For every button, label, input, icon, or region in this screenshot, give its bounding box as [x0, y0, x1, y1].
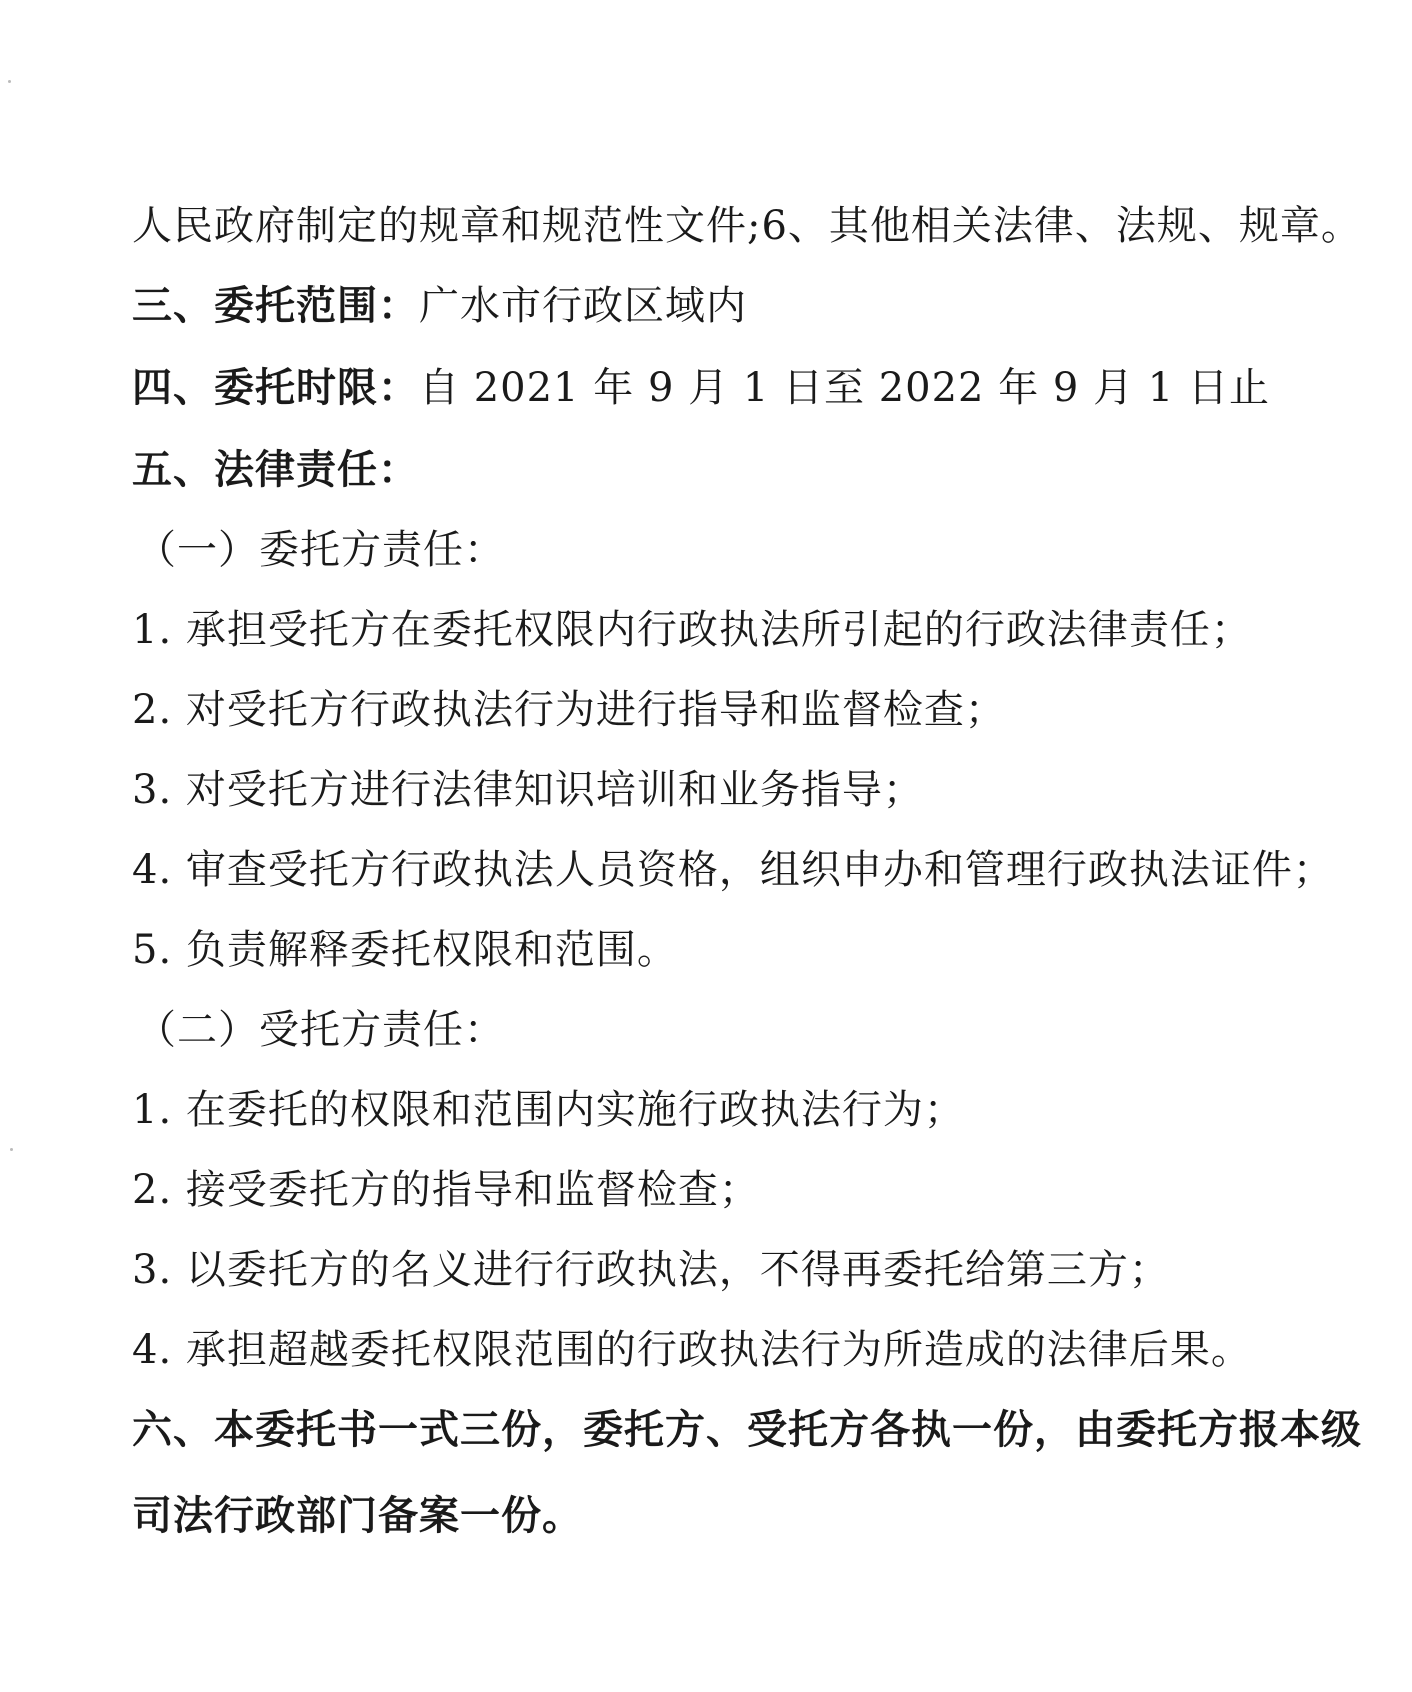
- list-item-agent-1: 1. 在委托的权限和范围内实施行政执法行为；: [132, 1087, 965, 1133]
- list-item-principal-5: 5. 负责解释委托权限和范围。: [132, 927, 678, 973]
- list-item-principal-4: 4. 审查受托方行政执法人员资格，组织申办和管理行政执法证件；: [132, 847, 1334, 893]
- section-scope-value: 广水市行政区域内: [419, 283, 747, 329]
- list-item-principal-1: 1. 承担受托方在委托权限内行政执法所引起的行政法律责任；: [132, 607, 1252, 653]
- section-period-value: 自 2021 年 9 月 1 日至 2022 年 9 月 1 日止: [419, 365, 1270, 411]
- list-item-agent-3: 3. 以委托方的名义进行行政执法，不得再委托给第三方；: [132, 1247, 1170, 1293]
- list-item-agent-4: 4. 承担超越委托权限范围的行政执法行为所造成的法律后果。: [132, 1327, 1252, 1373]
- list-item-agent-2: 2. 接受委托方的指导和监督检查；: [132, 1167, 760, 1213]
- section-scope-heading: 三、委托范围：: [132, 282, 419, 329]
- text-line-continuation: 人民政府制定的规章和规范性文件;6、其他相关法律、法规、规章。: [132, 203, 1362, 249]
- section-copies-continuation: 司法行政部门备案一份。: [132, 1492, 583, 1539]
- scan-speck: [8, 80, 11, 83]
- section-period: [132, 364, 1270, 412]
- scan-speck: [10, 1148, 13, 1151]
- section-copies: 六、本委托书一式三份，委托方、受托方各执一份，由委托方报本级: [132, 1406, 1362, 1453]
- subsection-principal-heading: （一）委托方责任：: [136, 527, 505, 573]
- list-item-principal-2: 2. 对受托方行政执法行为进行指导和监督检查；: [132, 687, 1006, 733]
- section-liability: [132, 446, 419, 494]
- section-scope: [132, 282, 747, 330]
- list-item-principal-3: 3. 对受托方进行法律知识培训和业务指导；: [132, 767, 924, 813]
- section-period-heading: 四、委托时限：: [132, 364, 419, 411]
- section-liability-heading: 五、法律责任：: [132, 446, 419, 493]
- subsection-agent-heading: （二）受托方责任：: [136, 1007, 505, 1053]
